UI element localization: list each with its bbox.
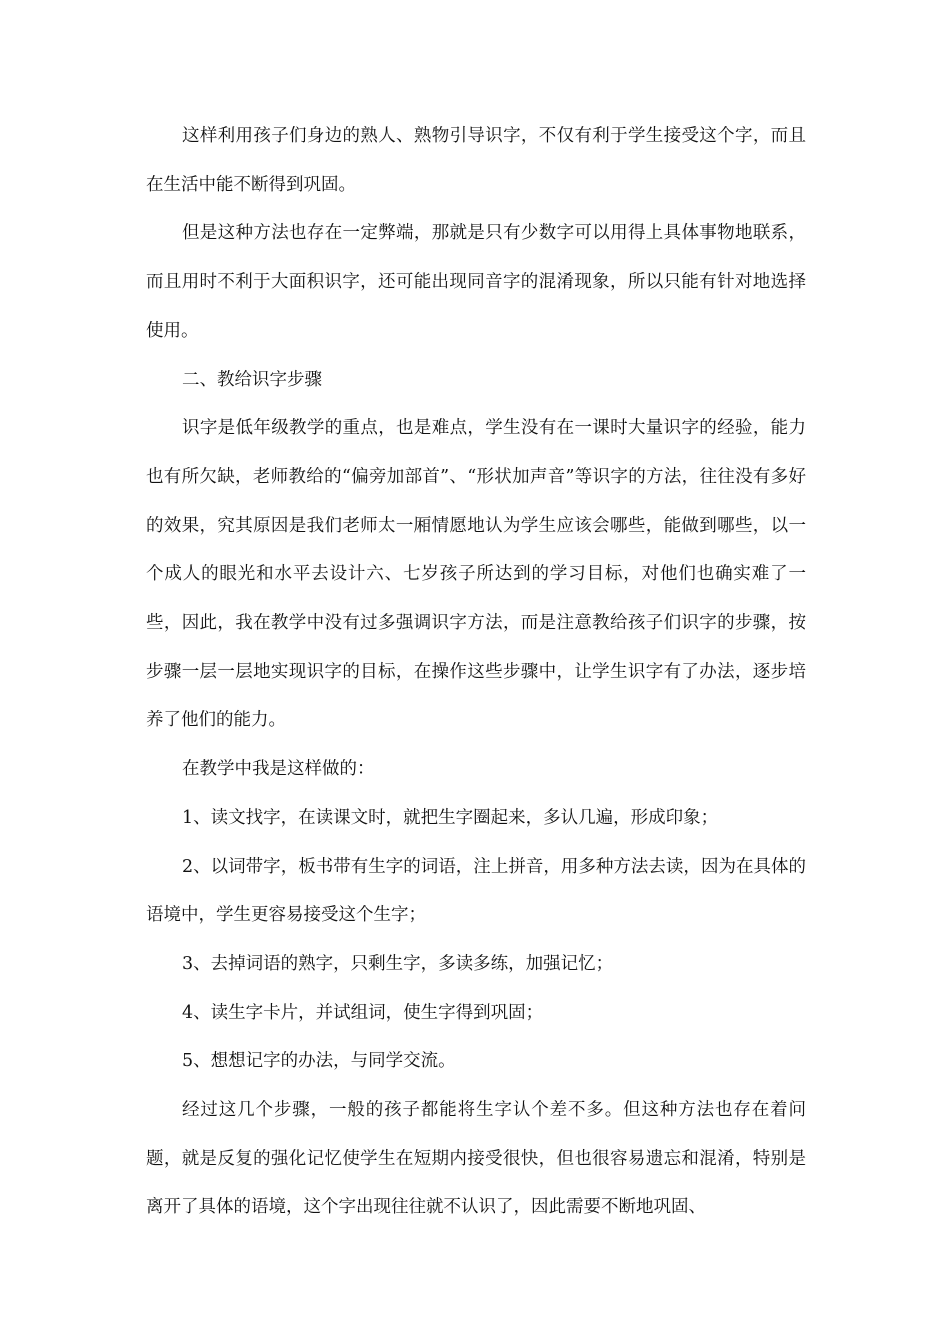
section-heading: 二、教给识字步骤 [182, 369, 322, 390]
document-page [146, 112, 806, 1232]
step-item-5: 5、想想记字的办法，与同学交流。 [182, 1051, 456, 1072]
step-item-4: 4、读生字卡片，并试组词，使生字得到巩固； [182, 1002, 544, 1023]
paragraph-3: 识字是低年级教学的重点，也是难点，学生没有在一课时大量识字的经验，能力也有所欠缺，老师教给的“偏旁加部首”、“形状加声音”等识字的方法，往往没有多好的效果，究其原因是我们老师太一厢情愿地认为学生应该会哪些，能做到哪些，以一个成人的眼光和水平去设计六、七岁孩子所达到的学习目标，对他们也确实难了一些，因此，我在教学中没有过多强调识字方法，而是注意教给孩子们识字的步骤，按步骤一层一层地实现识字的目标，在操作这些步骤中，让学生识字有了办法，逐步培养了他们的能力。 [146, 418, 806, 731]
paragraph-4: 在教学中我是这样做的： [182, 759, 375, 780]
paragraph-5: 经过这几个步骤，一般的孩子都能将生字认个差不多。但这种方法也存在着问题，就是反复的强化记忆使学生在短期内接受很快，但也很容易遗忘和混淆，特别是离开了具体的语境，这个字出现往往就不认识了，因此需要不断地巩固、 [146, 1100, 806, 1218]
step-item-1: 1、读文找字，在读课文时，就把生字圈起来，多认几遍，形成印象； [182, 807, 719, 828]
step-item-3: 3、去掉词语的熟字，只剩生字，多读多练，加强记忆； [182, 953, 614, 974]
step-item-2: 2、以词带字，板书带有生字的词语，注上拼音，用多种方法去读，因为在具体的语境中，学生更容易接受这个生字； [146, 856, 806, 926]
paragraph-1: 这样利用孩子们身边的熟人、熟物引导识字，不仅有利于学生接受这个字，而且在生活中能不断得到巩固。 [146, 126, 806, 195]
paragraph-2: 但是这种方法也存在一定弊端，那就是只有少数字可以用得上具体事物地联系，而且用时不利于大面积识字，还可能出现同音字的混淆现象，所以只能有针对地选择使用。 [146, 223, 806, 341]
